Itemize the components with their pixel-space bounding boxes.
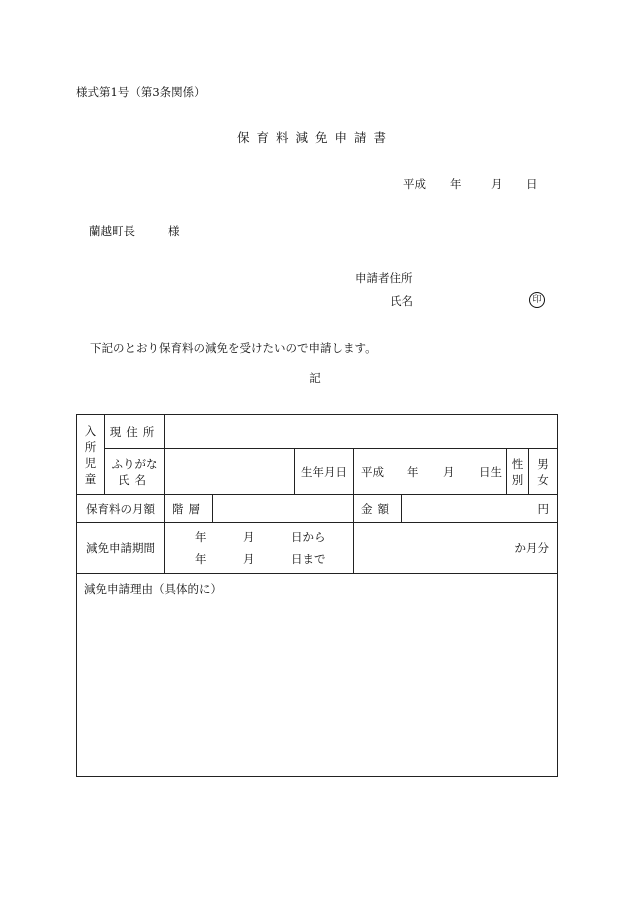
addressee: [89, 226, 180, 238]
bracket-label: 階層: [165, 495, 213, 523]
amount-field[interactable]: [402, 495, 558, 523]
child-label: 入 所 児 童: [77, 415, 105, 495]
bracket-field[interactable]: [213, 495, 354, 523]
date-line: [403, 179, 538, 191]
period-to: 年 月 日まで: [195, 552, 326, 566]
monthly-fee-label: 保育料の月額: [77, 495, 165, 523]
name-label: 氏名: [118, 472, 151, 487]
intro-text: 下記のとおり保育料の減免を受けたいので申請します。: [90, 341, 377, 355]
address-field[interactable]: [165, 415, 558, 449]
applicant-address-label: 申請者住所: [355, 271, 413, 285]
sex-male[interactable]: 男: [537, 456, 549, 471]
form-number: 様式第1号（第3条関係）: [76, 85, 206, 99]
seal-icon: 印: [529, 292, 545, 308]
name-label-cell: [105, 449, 165, 495]
applicant-name-label: 氏名: [390, 294, 413, 308]
sex-female[interactable]: 女: [537, 472, 549, 487]
months-suffix: か月分: [514, 541, 550, 555]
date-year: 年: [450, 177, 462, 191]
reason-label: 減免申請理由（具体的に）: [84, 582, 222, 596]
name-field[interactable]: [165, 449, 295, 495]
reason-field[interactable]: [77, 574, 558, 777]
amount-label: 金額: [354, 495, 402, 523]
sex-label: 性 別: [507, 449, 529, 495]
date-day: 日: [526, 177, 538, 191]
birthdate-field[interactable]: 平成 年 月 日生: [354, 449, 507, 495]
birthdate-label: 生年月日: [295, 449, 354, 495]
form-title: 保育料減免申請書: [236, 130, 393, 145]
application-table: [76, 414, 558, 777]
period-label: 減免申請期間: [77, 523, 165, 574]
date-era: 平成: [403, 177, 426, 191]
months-field[interactable]: [354, 523, 558, 574]
address-label: 現住所: [105, 415, 165, 449]
furigana-label: ふりがな: [111, 456, 158, 471]
period-dates[interactable]: [165, 523, 354, 574]
sex-options[interactable]: [529, 449, 558, 495]
yen-unit: 円: [537, 501, 550, 516]
addressee-honorific: 様: [168, 224, 180, 238]
date-month: 月: [491, 177, 503, 191]
period-from: 年 月 日から: [195, 530, 326, 544]
addressee-name: 蘭越町長: [89, 224, 135, 238]
ki-heading: 記: [309, 371, 321, 385]
